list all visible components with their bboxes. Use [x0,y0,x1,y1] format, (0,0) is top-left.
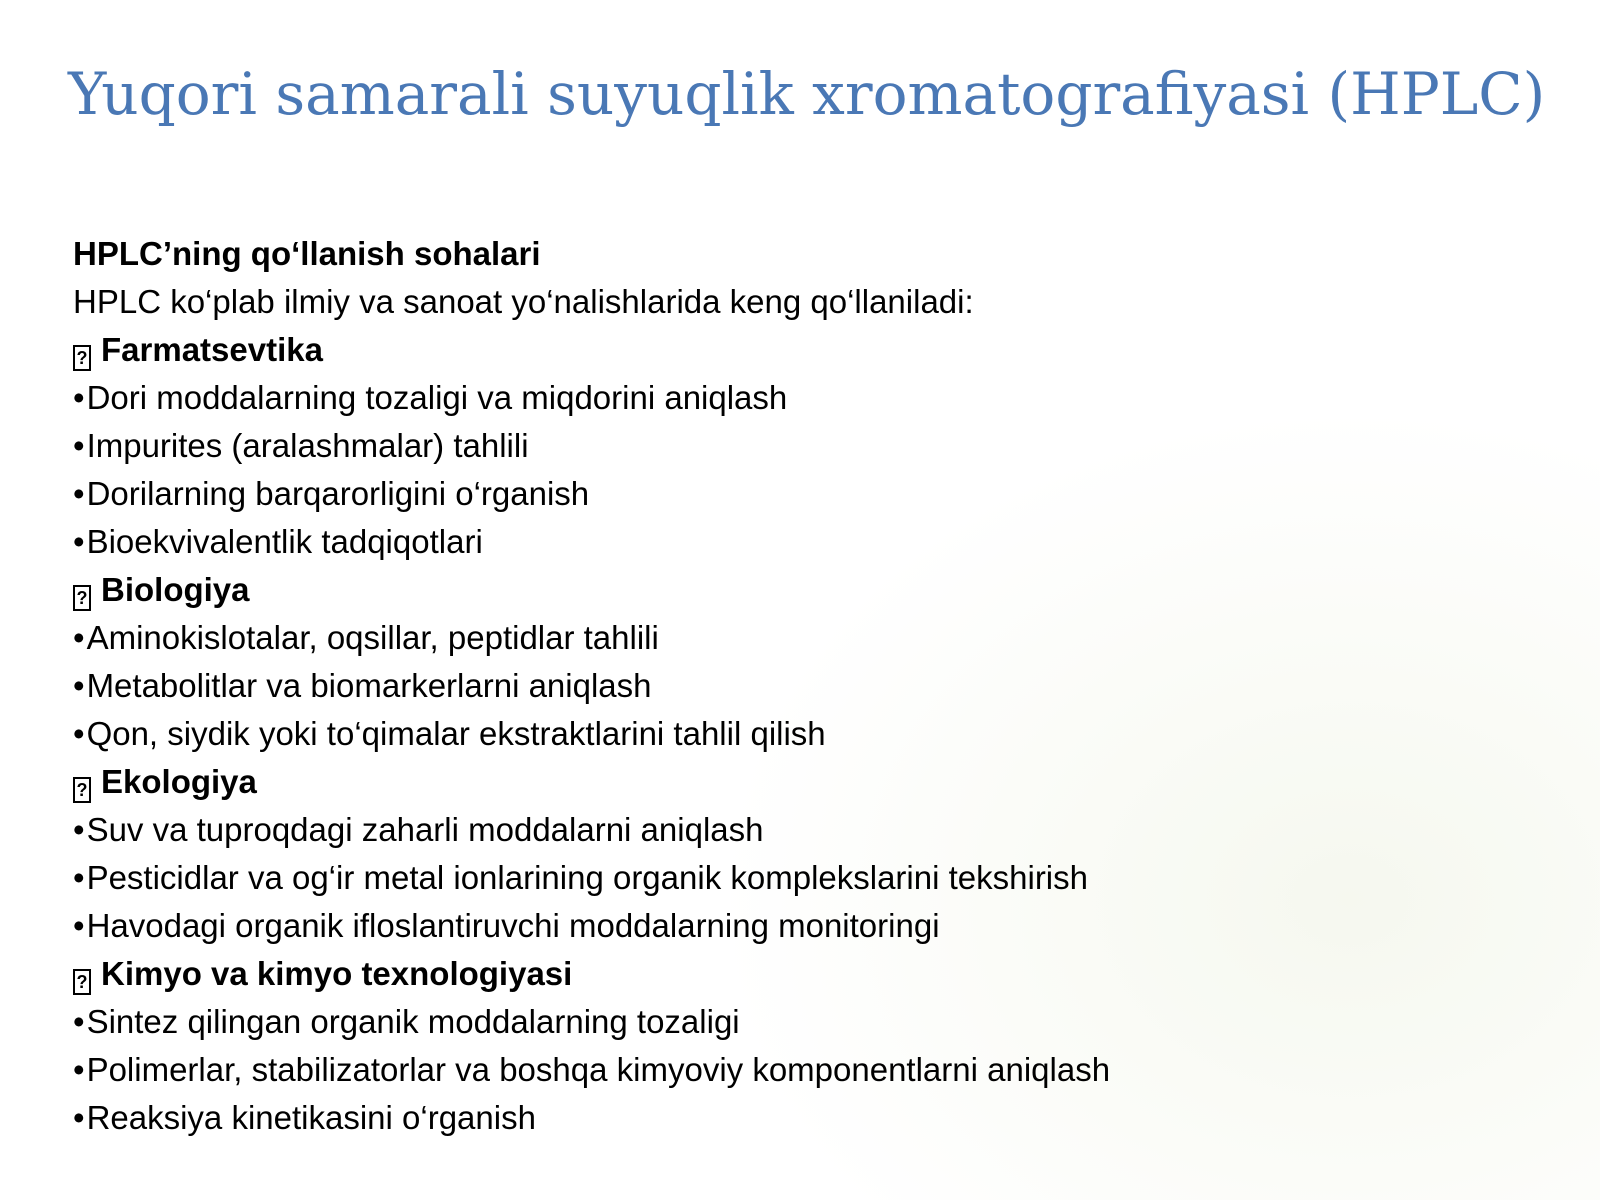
list-item-text: Suv va tuproqdagi zaharli moddalarni aniqlash [86,811,764,848]
list-item [73,998,1553,1046]
list-item [73,1094,1553,1142]
list-item-text: Impurites (aralashmalar) tahlili [86,427,529,464]
category-label: Farmatsevtika [101,331,323,368]
list-item-text: Bioekvivalentlik tadqiqotlari [86,523,483,560]
slide-title: Yuqori samarali suyuqlik xromatografiyasi (HPLC) [68,60,1546,128]
list-item-text: Dorilarning barqarorligini o‘rganish [86,475,590,512]
bullet-icon: • [73,1099,85,1136]
list-item [73,902,1553,950]
bullet-icon: • [73,811,85,848]
bullet-icon: • [73,379,85,416]
bullet-icon: • [73,619,85,656]
list-item-text: Dori moddalarning tozaligi va miqdorini aniqlash [86,379,788,416]
list-item-text: Pesticidlar va og‘ir metal ionlarining organik komplekslarini tekshirish [86,859,1088,896]
bullet-icon: • [73,667,85,704]
list-item [73,422,1553,470]
list-item [73,662,1553,710]
intro-text: HPLC ko‘plab ilmiy va sanoat yo‘nalishlarida keng qo‘llaniladi: [73,283,974,320]
list-item-text: Sintez qilingan organik moddalarning tozaligi [86,1003,740,1040]
category-heading-kimyo [73,950,1553,998]
list-item-text: Qon, siydik yoki to‘qimalar ekstraktlarini tahlil qilish [86,715,826,752]
list-item-text: Reaksiya kinetikasini o‘rganish [86,1099,536,1136]
category-label: Biologiya [101,571,250,608]
category-heading-farmatsevtika [73,326,1553,374]
bullet-icon: • [73,1003,85,1040]
missing-glyph-icon: ? [73,969,91,995]
list-item [73,374,1553,422]
list-item [73,710,1553,758]
list-item [73,1046,1553,1094]
slide-body [73,230,1553,1142]
category-heading-biologiya [73,566,1553,614]
bullet-icon: • [73,859,85,896]
list-item [73,806,1553,854]
list-item [73,614,1553,662]
list-item [73,518,1553,566]
list-item [73,470,1553,518]
missing-glyph-icon: ? [73,345,91,371]
bullet-icon: • [73,715,85,752]
bullet-icon: • [73,427,85,464]
bullet-icon: • [73,907,85,944]
category-label: Kimyo va kimyo texnologiyasi [101,955,573,992]
missing-glyph-icon: ? [73,777,91,803]
missing-glyph-icon: ? [73,585,91,611]
list-item-text: Aminokislotalar, oqsillar, peptidlar tahlili [86,619,659,656]
category-label: Ekologiya [101,763,257,800]
section-heading: HPLC’ning qo‘llanish sohalari [73,235,541,272]
list-item [73,854,1553,902]
bullet-icon: • [73,1051,85,1088]
bullet-icon: • [73,475,85,512]
list-item-text: Polimerlar, stabilizatorlar va boshqa kimyoviy komponentlarni aniqlash [86,1051,1111,1088]
bullet-icon: • [73,523,85,560]
list-item-text: Havodagi organik ifloslantiruvchi moddalarning monitoringi [86,907,940,944]
list-item-text: Metabolitlar va biomarkerlarni aniqlash [86,667,652,704]
category-heading-ekologiya [73,758,1553,806]
